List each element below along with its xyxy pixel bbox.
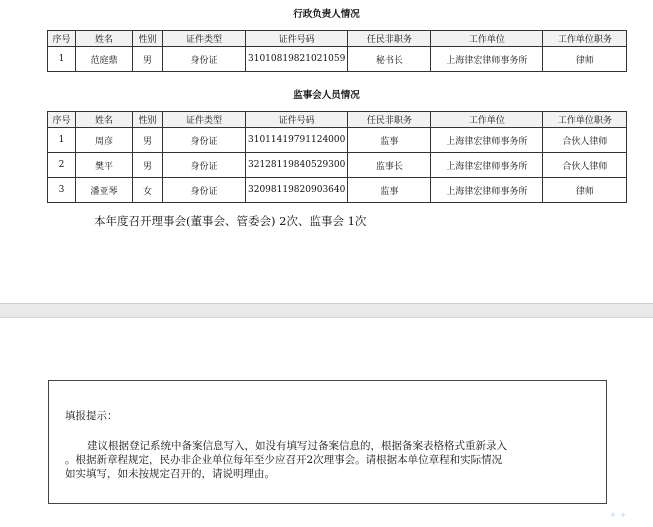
notice-box [48,380,607,504]
cell-gender: 男 [133,153,163,178]
admin-table [47,30,627,72]
admin-section-title: 行政负责人情况 [293,9,360,20]
notice-line: 如实填写，如未按规定召开的，请说明理由。 [65,468,275,480]
col-header-id-number: 证件号码 [246,112,348,128]
cell-gender: 男 [133,47,163,72]
col-header-id-type: 证件类型 [163,31,246,47]
cell-index: 3 [48,178,76,203]
table-row [48,153,627,178]
cell-employer-title: 合伙人律师 [543,153,627,178]
meeting-summary: 本年度召开理事会(董事会、管委会) 2次、监事会 1次 [94,214,367,228]
cell-employer-title: 律师 [543,178,627,203]
cell-id-number: 32098119820903640 [246,178,348,203]
notice-body [65,439,595,481]
col-header-name: 姓名 [76,31,133,47]
notice-line: 建议根据登记系统中备案信息写入，如没有填写过备案信息的，根据备案表格格式重新录入 [87,440,507,452]
cell-gender: 女 [133,178,163,203]
cell-index: 2 [48,153,76,178]
cell-employer-title: 律师 [543,47,627,72]
table-row [48,47,627,72]
cell-id-number: 31011419791124000 [246,128,348,153]
cell-name: 周彦 [76,128,133,153]
notice-line: 。根据新章程规定，民办非企业单位每年至少应召开2次理事会。请根据本单位章程和实际情况 [65,454,503,466]
col-header-index: 序号 [48,112,76,128]
cell-employer-title: 合伙人律师 [543,128,627,153]
cell-id-type: 身份证 [163,178,246,203]
table-row [48,128,627,153]
cell-name: 樊平 [76,153,133,178]
col-header-employer-title: 工作单位职务 [543,112,627,128]
watermark-icon: ✦ ✦ [609,511,627,521]
col-header-position: 任民非职务 [348,112,431,128]
col-header-employer-title: 工作单位职务 [543,31,627,47]
col-header-employer: 工作单位 [431,112,543,128]
cell-id-type: 身份证 [163,153,246,178]
col-header-id-number: 证件号码 [246,31,348,47]
col-header-index: 序号 [48,31,76,47]
cell-position: 秘书长 [348,47,431,72]
cell-employer: 上海律宏律师事务所 [431,128,543,153]
cell-index: 1 [48,128,76,153]
report-page-2 [0,317,653,527]
cell-id-type: 身份证 [163,47,246,72]
cell-position: 监事 [348,128,431,153]
col-header-name: 姓名 [76,112,133,128]
notice-title: 填报提示： [65,410,118,422]
cell-id-type: 身份证 [163,128,246,153]
cell-position: 监事 [348,178,431,203]
cell-employer: 上海律宏律师事务所 [431,47,543,72]
supervisors-table [47,111,627,203]
cell-name: 潘亚琴 [76,178,133,203]
admin-header-row [48,31,627,47]
cell-employer: 上海律宏律师事务所 [431,153,543,178]
col-header-gender: 性别 [133,112,163,128]
cell-index: 1 [48,47,76,72]
cell-employer: 上海律宏律师事务所 [431,178,543,203]
col-header-gender: 性别 [133,31,163,47]
col-header-employer: 工作单位 [431,31,543,47]
col-header-position: 任民非职务 [348,31,431,47]
col-header-id-type: 证件类型 [163,112,246,128]
cell-id-number: 31010819821021059 [246,47,348,72]
supervisors-header-row [48,112,627,128]
supervisors-section-title: 监事会人员情况 [293,90,360,101]
cell-id-number: 32128119840529300 [246,153,348,178]
cell-position: 监事长 [348,153,431,178]
table-row [48,178,627,203]
cell-gender: 男 [133,128,163,153]
cell-name: 范庭鼎 [76,47,133,72]
